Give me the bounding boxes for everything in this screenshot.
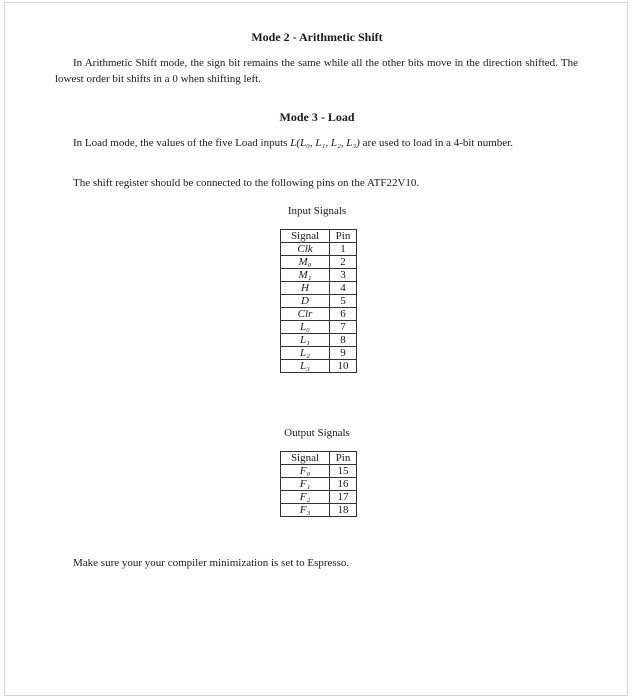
pin-cell: 10 xyxy=(330,360,357,373)
signal-cell: L₁ xyxy=(281,334,330,347)
table-row xyxy=(281,465,357,478)
mode2-paragraph: In Arithmetic Shift mode, the sign bit remains the same while all the other bits move in the direction shifted. The lowest order bit shifts in a 0 when shifting left. xyxy=(55,57,578,85)
signal-cell: L₀ xyxy=(281,321,330,334)
signal-cell: L₂ xyxy=(281,347,330,360)
input-signals-table xyxy=(280,229,357,373)
pin-cell: 9 xyxy=(330,347,357,360)
signal-cell: F₂ xyxy=(281,491,330,504)
mode3-text-after: are used to load in a 4-bit number. xyxy=(359,137,513,149)
table-row xyxy=(281,478,357,491)
signal-cell: M₀ xyxy=(281,256,330,269)
mode3-text-before: In Load mode, the values of the five Load inputs xyxy=(73,137,291,149)
pin-header: Pin xyxy=(330,230,357,243)
pin-cell: 15 xyxy=(330,465,357,478)
table-row xyxy=(281,295,357,308)
pin-cell: 16 xyxy=(330,478,357,491)
signal-cell: H xyxy=(281,282,330,295)
mode3-heading: Mode 3 - Load xyxy=(279,110,355,124)
signal-header: Signal xyxy=(281,230,330,243)
pin-cell: 8 xyxy=(330,334,357,347)
pin-cell: 1 xyxy=(330,243,357,256)
footer-note: Make sure your your compiler minimization is set to Espresso. xyxy=(73,557,350,569)
signal-cell: F₁ xyxy=(281,478,330,491)
output-signals-caption: Output Signals xyxy=(284,427,350,439)
signal-cell: M₁ xyxy=(281,269,330,282)
pin-cell: 6 xyxy=(330,308,357,321)
table-row xyxy=(281,504,357,517)
pin-cell: 4 xyxy=(330,282,357,295)
pin-cell: 3 xyxy=(330,269,357,282)
signal-cell: Clr xyxy=(281,308,330,321)
table-row xyxy=(281,282,357,295)
table-row xyxy=(281,347,357,360)
signal-cell: Clk xyxy=(281,243,330,256)
pin-cell: 2 xyxy=(330,256,357,269)
signal-header: Signal xyxy=(281,452,330,465)
pin-cell: 18 xyxy=(330,504,357,517)
signal-cell: F₃ xyxy=(281,504,330,517)
table-row xyxy=(281,334,357,347)
output-signals-table xyxy=(280,451,357,517)
table-row xyxy=(281,256,357,269)
table-row xyxy=(281,491,357,504)
signal-cell: L₃ xyxy=(281,360,330,373)
signal-cell: D xyxy=(281,295,330,308)
pin-cell: 7 xyxy=(330,321,357,334)
table-row xyxy=(281,321,357,334)
input-signals-caption: Input Signals xyxy=(287,205,347,217)
pin-header: Pin xyxy=(330,452,357,465)
mode3-paragraph xyxy=(55,135,578,151)
signal-cell: F₀ xyxy=(281,465,330,478)
pin-cell: 5 xyxy=(330,295,357,308)
mode2-heading: Mode 2 - Arithmetic Shift xyxy=(251,30,383,44)
pin-cell: 17 xyxy=(330,491,357,504)
load-inputs-math: L(L₀, L₁, L₂, L₃) xyxy=(290,137,360,149)
table-row xyxy=(281,360,357,373)
table-row xyxy=(281,269,357,282)
table-row xyxy=(281,308,357,321)
table-header-row xyxy=(281,452,357,465)
connection-paragraph: The shift register should be connected to the following pins on the ATF22V10. xyxy=(73,177,420,189)
table-row xyxy=(281,243,357,256)
table-header-row xyxy=(281,230,357,243)
